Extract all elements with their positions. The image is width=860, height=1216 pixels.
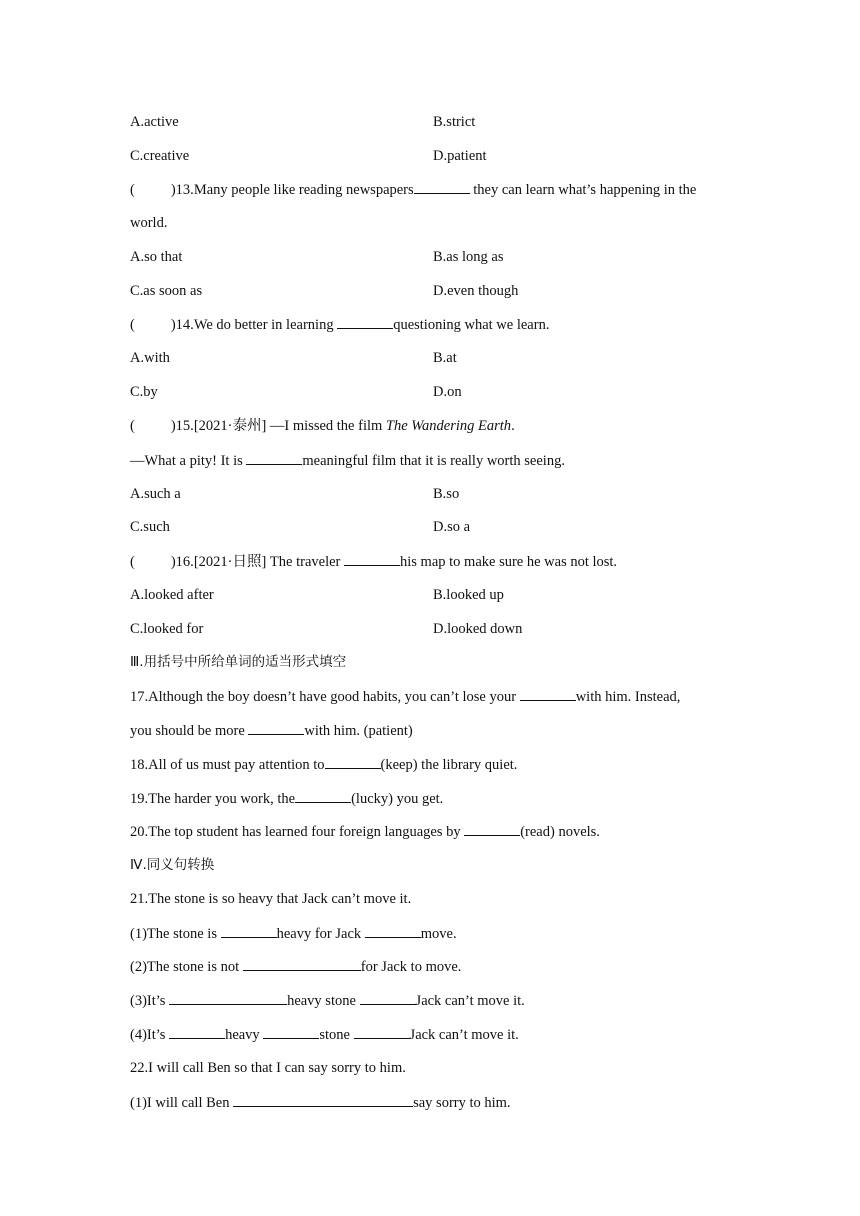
option-c: C.as soon as	[130, 283, 203, 299]
answer-blank[interactable]	[360, 990, 416, 1005]
question-21-2: (2)The stone is not for Jack to move.	[130, 956, 740, 976]
option-a: A.so that	[130, 249, 183, 265]
question-21-3: (3)It’s heavy stone Jack can’t move it.	[130, 990, 740, 1010]
question-22-1: (1)I will call Ben say sorry to him.	[130, 1092, 740, 1112]
option-b: B.so	[433, 486, 460, 502]
option-c: C.by	[130, 384, 158, 400]
option-c: C.such	[130, 519, 170, 535]
question-18: 18.All of us must pay attention to (keep) the library quiet.	[130, 754, 740, 774]
section-heading: Ⅳ.同义句转换	[130, 857, 215, 873]
question-21: 21.The stone is so heavy that Jack can’t move it.	[130, 891, 412, 907]
answer-blank[interactable]	[169, 1024, 225, 1039]
question-22: 22.I will call Ben so that I can say sorry to him.	[130, 1060, 406, 1076]
question-20: 20.The top student has learned four foreign languages by (read) novels.	[130, 821, 740, 841]
section-heading: Ⅲ.用括号中所给单词的适当形式填空	[130, 654, 347, 670]
answer-blank[interactable]	[243, 956, 361, 971]
answer-blank[interactable]	[344, 551, 400, 566]
answer-blank[interactable]	[246, 450, 302, 465]
option-d: D.so a	[433, 519, 471, 535]
option-d: D.patient	[433, 148, 487, 164]
option-b: B.as long as	[433, 249, 504, 265]
answer-blank[interactable]	[520, 686, 576, 701]
question-19: 19.The harder you work, the (lucky) you get.	[130, 788, 740, 808]
answer-blank[interactable]	[414, 179, 470, 194]
answer-blank[interactable]	[464, 821, 520, 836]
question-14: ( )14.We do better in learning questioning what we learn.	[130, 314, 740, 334]
answer-blank[interactable]	[233, 1092, 413, 1107]
film-title: The Wandering Earth	[385, 418, 512, 434]
option-a: A.active	[130, 114, 179, 130]
answer-blank[interactable]	[169, 990, 287, 1005]
option-b: B.strict	[433, 114, 476, 130]
option-d: D.looked down	[433, 621, 523, 637]
question-15-line2: —What a pity! It is meaningful film that it is really worth seeing.	[130, 450, 740, 470]
option-a: A.such a	[130, 486, 181, 502]
question-13: ( )13.Many people like reading newspapers they can learn what’s happening in the	[130, 179, 740, 199]
answer-blank[interactable]	[263, 1024, 319, 1039]
answer-blank[interactable]	[248, 720, 304, 735]
option-a: A.looked after	[130, 587, 214, 603]
option-c: C.creative	[130, 148, 190, 164]
answer-blank[interactable]	[325, 754, 381, 769]
option-b: B.looked up	[433, 587, 504, 603]
answer-blank[interactable]	[337, 314, 393, 329]
answer-blank[interactable]	[365, 923, 421, 938]
option-d: D.even though	[433, 283, 519, 299]
answer-blank[interactable]	[221, 923, 277, 938]
question-17-cont: you should be more with him. (patient)	[130, 720, 740, 740]
question-21-1: (1)The stone is heavy for Jack move.	[130, 923, 740, 943]
question-15: ( )15.[2021·泰州] —I missed the film The Wandering Earth.	[130, 418, 515, 434]
question-17: 17.Although the boy doesn’t have good habits, you can’t lose your with him. Instead,	[130, 686, 740, 706]
question-16: ( )16.[2021·日照] The traveler his map to make sure he was not lost.	[130, 551, 740, 571]
question-21-4: (4)It’s heavy stone Jack can’t move it.	[130, 1024, 740, 1044]
answer-blank[interactable]	[295, 788, 351, 803]
option-b: B.at	[433, 350, 457, 366]
option-d: D.on	[433, 384, 462, 400]
question-13-cont: world.	[130, 215, 168, 231]
answer-blank[interactable]	[354, 1024, 410, 1039]
option-a: A.with	[130, 350, 170, 366]
option-c: C.looked for	[130, 621, 204, 637]
